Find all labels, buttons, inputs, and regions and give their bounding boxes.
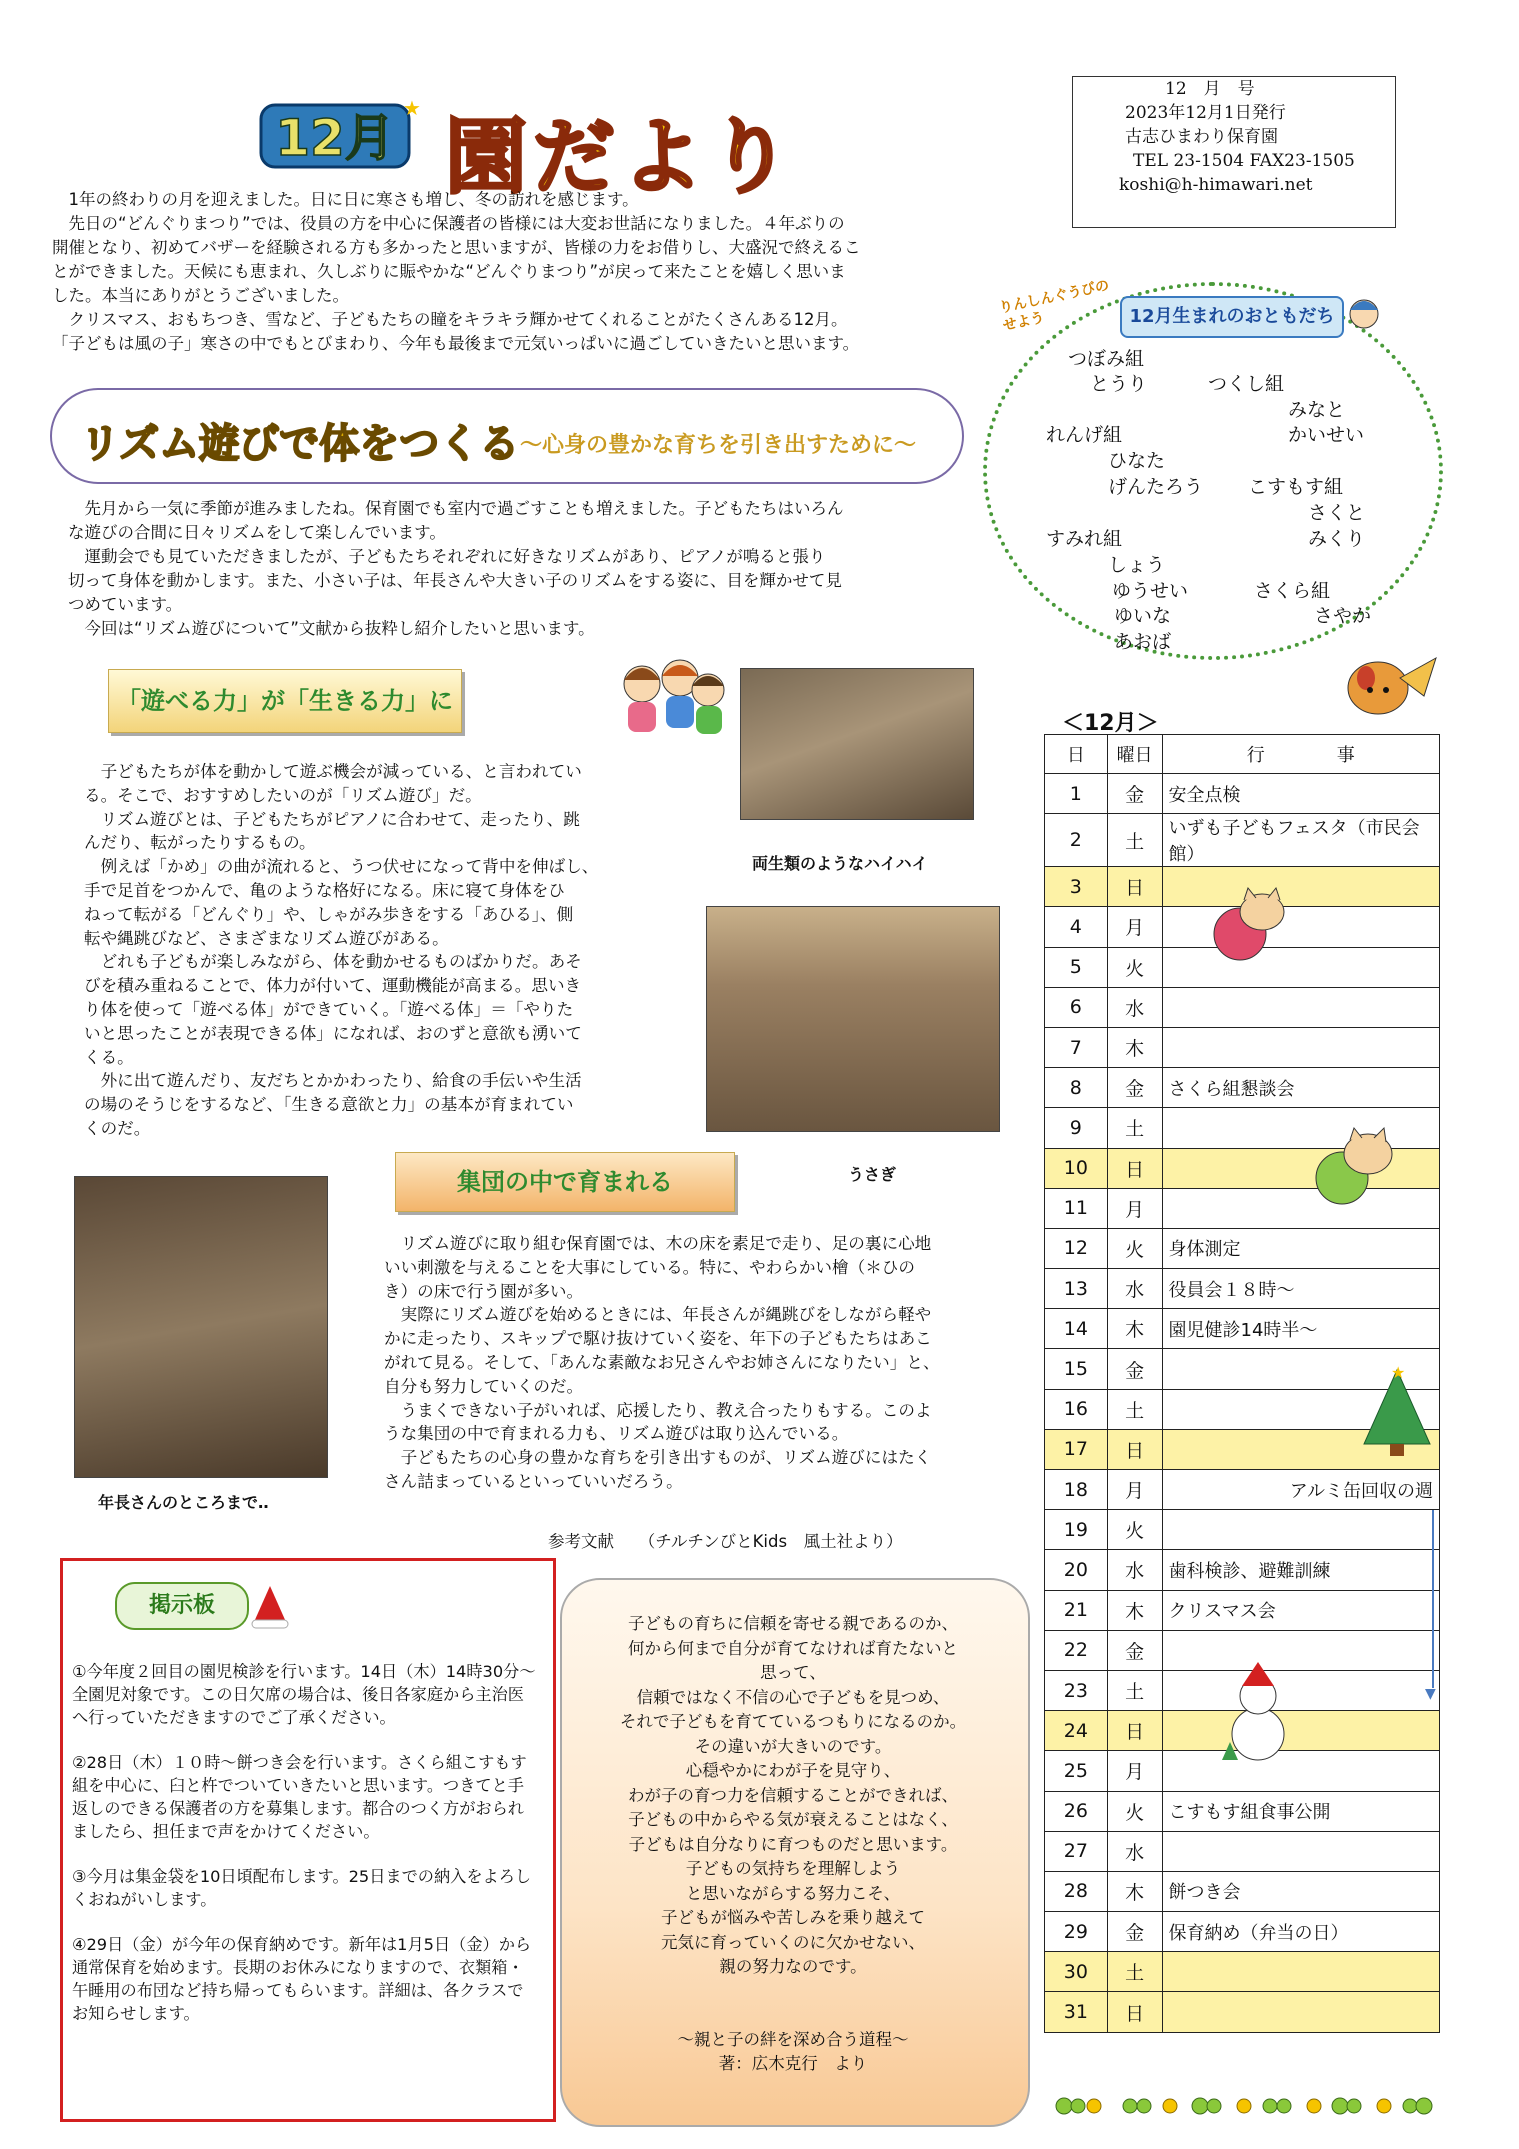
calendar-row	[1045, 1992, 1440, 2032]
calendar-event: 身体測定	[1162, 1228, 1439, 1268]
calendar-day: 10	[1045, 1148, 1108, 1188]
calendar-day: 14	[1045, 1309, 1108, 1349]
birthday-circle	[983, 282, 1443, 660]
calendar-day: 5	[1045, 947, 1108, 987]
quote-line: ～親と子の絆を深め合う道程～	[677, 2029, 909, 2049]
quote-line: 親の努力なのです。	[719, 1957, 867, 1976]
snowman-illustration	[1208, 1660, 1308, 1766]
group-line: かに走ったり、スキップで駆け抜けていく姿を、年下の子どもたちはあこ	[384, 1329, 932, 1349]
calendar-day: 27	[1045, 1831, 1108, 1871]
calendar-row	[1045, 1228, 1440, 1268]
quote-line: 子どもが悩みや苦しみを乗り越えて	[661, 1908, 925, 1927]
birthday-name: つぼみ組	[1068, 348, 1145, 370]
quote-line	[572, 1980, 1014, 2004]
calendar-event: アルミ缶回収の週	[1162, 1470, 1439, 1510]
calendar-day: 31	[1045, 1992, 1108, 2032]
calendar-row	[1045, 1952, 1440, 1992]
issue-info-box	[1072, 76, 1396, 228]
email-address: koshi@h-himawari.net	[1119, 175, 1313, 195]
intro-line: 1年の終わりの月を迎えました。日に日に寒さも増し、冬の訪れを感じます。	[52, 190, 639, 209]
santa-hat-icon	[248, 1582, 292, 1632]
group-growth-text	[384, 1232, 1024, 1494]
group-line: がれて見る。そして、「あんな素敵なお兄さんやお姉さんになりたい」と、	[384, 1352, 940, 1372]
quote-line: わが子の育つ力を信頼することができれば、	[628, 1785, 958, 1805]
birthday-name: みなと	[1288, 399, 1346, 421]
play-line: 外に出て遊んだり、友だちとかかわったり、給食の手伝いや生活	[84, 1071, 582, 1091]
play-line: くのだ。	[84, 1118, 151, 1138]
calendar-event: 園児健診14時半～	[1162, 1309, 1439, 1349]
calendar-day: 11	[1045, 1188, 1108, 1228]
calendar-weekday: 水	[1107, 987, 1162, 1027]
fox-icon	[1340, 648, 1440, 722]
play-line: くる。	[84, 1047, 134, 1067]
photo-older-kids	[74, 1176, 326, 1476]
calendar-weekday: 木	[1107, 1309, 1162, 1349]
calendar-weekday: 金	[1107, 1630, 1162, 1670]
group-line: き）の床で行う園が多い。	[384, 1281, 584, 1301]
play-line: びを積み重ねることで、体力が付いて、運動機能が高まる。思いき	[84, 976, 582, 996]
calendar-weekday: 水	[1107, 1550, 1162, 1590]
calendar-day: 13	[1045, 1269, 1108, 1309]
photo-rabbit-image	[706, 906, 1000, 1132]
quote-line: 信頼ではなく不信の心で子どもを見つめ、	[636, 1687, 950, 1707]
caption-crawling: 両生類のようなハイハイ	[752, 854, 928, 873]
calendar-row	[1045, 1510, 1440, 1550]
play-line: 子どもたちが体を動かして遊ぶ機会が減っている、と言われてい	[84, 762, 582, 781]
calendar-day: 25	[1045, 1751, 1108, 1791]
calendar-weekday: 金	[1107, 774, 1162, 814]
calendar-day: 3	[1045, 867, 1108, 907]
calendar-row	[1045, 987, 1440, 1027]
group-line: 子どもたちの心身の豊かな育ちを引き出すものが、リズム遊びにはたく	[384, 1448, 932, 1468]
calendar-day: 26	[1045, 1791, 1108, 1831]
group-growth-heading: 集団の中で育まれる	[395, 1152, 735, 1212]
calendar-row	[1045, 774, 1440, 814]
play-line: どれも子どもが楽しみながら、体を動かせるものばかりだ。あそ	[84, 952, 582, 972]
calendar-event: さくら組懇談会	[1162, 1068, 1439, 1108]
calendar-event	[1162, 907, 1439, 947]
birthday-name: つくし組	[1208, 373, 1285, 395]
parenting-quote-text	[572, 1612, 1014, 2077]
calendar-event	[1162, 1992, 1439, 2032]
intro-line: 開催となり、初めてバザーを経験される方も多かったと思いますが、皆様の力をお借りし、大盛況で終えるこ	[52, 238, 861, 257]
newsletter-title: 園だより	[445, 109, 798, 205]
calendar-day: 8	[1045, 1068, 1108, 1108]
group-line: 自分も努力していくのだ。	[384, 1376, 584, 1396]
calendar-day: 23	[1045, 1670, 1108, 1710]
school-name: 古志ひまわり保育園	[1125, 127, 1278, 147]
birthday-name: ゆうせい	[1112, 580, 1189, 602]
calendar-header-weekday: 曜日	[1107, 735, 1162, 774]
calendar-day: 17	[1045, 1429, 1108, 1469]
quote-line: 子どもの育ちに信頼を寄せる親であるのか、	[628, 1614, 958, 1633]
calendar-event: 保育納め（弁当の日）	[1162, 1912, 1439, 1952]
lead-line: 切って身体を動かします。また、小さい子は、年長さんや大きい子のリズムをする姿に、目を輝かせて見	[68, 571, 842, 590]
calendar-weekday: 水	[1107, 1269, 1162, 1309]
calendar-weekday: 火	[1107, 1510, 1162, 1550]
calendar-event	[1162, 1952, 1439, 1992]
calendar-row	[1045, 1068, 1440, 1108]
calendar-weekday: 日	[1107, 1429, 1162, 1469]
calendar-weekday: 土	[1107, 1952, 1162, 1992]
calendar-day: 29	[1045, 1912, 1108, 1952]
birthday-name: みくり	[1308, 528, 1366, 550]
calendar-weekday: 木	[1107, 1871, 1162, 1911]
bulletin-item: ①今年度２回目の園児検診を行います。14日（木）14時30分～全園児対象です。この日欠席の場合は、後日各家庭から主治医へ行っていただきますのでご了承ください。	[72, 1662, 536, 1727]
calendar-weekday: 月	[1107, 1188, 1162, 1228]
calendar-day: 16	[1045, 1389, 1108, 1429]
calendar-event	[1162, 867, 1439, 907]
quote-line: 子どもの気持ちを理解しよう	[685, 1859, 901, 1878]
play-line: ねって転がる「どんぐり」や、しゃがみ歩きをする「あひる」、側	[84, 904, 574, 924]
lead-line: 先月から一気に季節が進みましたね。保育園でも室内で過ごすことも増えました。子どもたちはいろん	[68, 499, 844, 518]
calendar-weekday: 土	[1107, 1108, 1162, 1148]
birthday-name: さくと	[1308, 502, 1366, 524]
month-badge-text: 12月	[275, 109, 395, 167]
calendar-weekday: 日	[1107, 1148, 1162, 1188]
quote-line: 何から何まで自分が育てなければ育たないと	[628, 1638, 958, 1658]
birthday-name: ひなた	[1108, 450, 1166, 472]
calendar-row	[1045, 1309, 1440, 1349]
calendar-heading: ＜12月＞	[1062, 711, 1159, 736]
bulletin-item: ④29日（金）が今年の保育納めです。新年は1月5日（金）から通常保育を始めます。長期のお休みになりますので、衣類箱・午睡用の布団など持ち帰ってもらいます。詳細は、各クラスでお知らせします。	[72, 1935, 532, 2023]
play-line: いと思ったことが表現できる体」になれば、おのずと意欲も湧いて	[84, 1023, 582, 1043]
calendar-weekday: 金	[1107, 1912, 1162, 1952]
play-line: り体を使って「遊べる体」ができていく。「遊べる体」＝「やりた	[84, 999, 574, 1019]
calendar-weekday: 木	[1107, 1590, 1162, 1630]
calendar-event: こすもす組食事公開	[1162, 1791, 1439, 1831]
quote-line: と思いながらする努力こそ、	[685, 1883, 901, 1903]
calendar-event	[1162, 947, 1439, 987]
bulletin-item: ②28日（木）１０時～餅つき会を行います。さくら組こすもす組を中心に、臼と杵でついていきたいと思います。つきてと手返しのできる保護者の方を募集します。都合のつく方がおられましたら、担任まで声をかけてください。	[72, 1753, 527, 1841]
calendar-day: 6	[1045, 987, 1108, 1027]
group-line: いい刺激を与えることを大事にしている。特に、やわらかい檜（＊ひの	[384, 1257, 915, 1277]
bulletin-board-text	[72, 1660, 536, 2047]
footer-decoration	[1050, 2090, 1450, 2120]
birthday-name: しょう	[1108, 554, 1166, 576]
caterpillar-border-icon	[1050, 2090, 1450, 2120]
birthday-name: すみれ組	[1046, 528, 1123, 550]
play-power-heading: 「遊べる力」が「生きる力」に	[108, 669, 462, 733]
calendar-weekday: 月	[1107, 907, 1162, 947]
play-power-text	[84, 760, 684, 1141]
lead-line: つめています。	[68, 595, 183, 614]
birthday-name: とうり	[1090, 373, 1148, 395]
calendar-day: 7	[1045, 1027, 1108, 1067]
calendar-event: 歯科検診、避難訓練	[1162, 1550, 1439, 1590]
play-line: リズム遊びとは、子どもたちがピアノに合わせて、走ったり、跳	[84, 809, 580, 829]
star-icon: ★	[403, 96, 421, 120]
calendar-row	[1045, 814, 1440, 867]
cat-with-yarn-illustration	[1206, 884, 1298, 964]
children-icon	[612, 656, 730, 742]
calendar-weekday: 土	[1107, 1670, 1162, 1710]
calendar-day: 2	[1045, 814, 1108, 867]
calendar-row	[1045, 1027, 1440, 1067]
photo-older-kids-image	[74, 1176, 328, 1478]
intro-line: クリスマス、おもちつき、雪など、子どもたちの瞳をキラキラ輝かせてくれることがたくさんある12月。	[52, 310, 848, 329]
rhythm-section-subtitle: ～心身の豊かな育ちを引き出すために～	[520, 433, 917, 458]
play-line: 例えば「かめ」の曲が流れると、うつ伏せになって背中を伸ばし、	[84, 857, 599, 877]
calendar-day: 21	[1045, 1590, 1108, 1630]
intro-line: した。本当にありがとうございました。	[52, 286, 349, 305]
calendar-weekday: 金	[1107, 1349, 1162, 1389]
calendar-day: 4	[1045, 907, 1108, 947]
quote-line: 思って、	[760, 1663, 826, 1682]
calendar-row	[1045, 1550, 1440, 1590]
calendar-event: 餅つき会	[1162, 1871, 1439, 1911]
calendar-event	[1162, 987, 1439, 1027]
birthday-banner: 12月生まれのおともだち	[1120, 296, 1344, 338]
aluminum-week-arrow-line	[1432, 1510, 1434, 1688]
quote-line	[572, 2004, 1014, 2028]
month-badge-graphic	[255, 95, 421, 175]
month-badge	[255, 95, 421, 175]
christmas-tree-illustration	[1356, 1364, 1438, 1460]
calendar-day: 24	[1045, 1711, 1108, 1751]
calendar-weekday: 月	[1107, 1751, 1162, 1791]
group-line: 実際にリズム遊びを始めるときには、年長さんが縄跳びをしながら軽や	[384, 1305, 932, 1325]
group-line: さん詰まっているといっていいだろう。	[384, 1471, 683, 1491]
birthday-name: れんげ組	[1046, 424, 1123, 446]
play-line: 手で足首をつかんで、亀のような格好になる。床に寝て身体をひ	[84, 880, 565, 900]
quote-line: 著：広木克行 より	[718, 2054, 868, 2073]
calendar-header-row	[1045, 735, 1440, 774]
calendar-day: 9	[1045, 1108, 1108, 1148]
play-line: の場のそうじをするなど、「生きる意欲と力」の基本が育まれてい	[84, 1095, 574, 1115]
play-line: る。そこで、おすすめしたいのが「リズム遊び」だ。	[84, 785, 482, 805]
calendar-weekday: 月	[1107, 1470, 1162, 1510]
calendar-event	[1162, 1027, 1439, 1067]
calendar-day: 19	[1045, 1510, 1108, 1550]
quote-line: 子どもは自分なりに育つものだと思います。	[628, 1834, 958, 1854]
rhythm-lead-text	[68, 497, 978, 641]
calendar-header-event: 行 事	[1162, 735, 1439, 774]
cat-yarn-icon	[1206, 884, 1298, 964]
quote-line: それで子どもを育てているつもりになるのか。	[619, 1712, 967, 1731]
group-line: うまくできない子がいれば、応援したり、教え合ったりもする。このよ	[384, 1400, 932, 1420]
calendar-weekday: 火	[1107, 1228, 1162, 1268]
calendar-weekday: 木	[1107, 1027, 1162, 1067]
calendar-day: 22	[1045, 1630, 1108, 1670]
intro-line: 「子どもは風の子」寒さの中でもとびまわり、今年も最後まで元気いっぱいに過ごしていきたいと思います。	[52, 334, 860, 353]
intro-text	[52, 188, 992, 356]
calendar-day: 28	[1045, 1871, 1108, 1911]
intro-line: とができました。天候にも恵まれ、久しぶりに賑やかな“どんぐりまつり”が戻って来たことを嬉しく思いま	[52, 262, 846, 281]
calendar-row	[1045, 1470, 1440, 1510]
calendar-event: クリスマス会	[1162, 1590, 1439, 1630]
calendar-weekday: 火	[1107, 1791, 1162, 1831]
calendar-weekday: 土	[1107, 1389, 1162, 1429]
svg-text:★: ★	[1391, 1363, 1406, 1382]
quote-line: 心穏やかにわが子を見守り、	[685, 1761, 901, 1780]
birthday-name: げんたろう	[1108, 476, 1204, 498]
birthday-name: あおば	[1114, 631, 1172, 653]
quote-line: その違いが大きいのです。	[694, 1736, 892, 1756]
calendar-weekday: 日	[1107, 1711, 1162, 1751]
christmas-tree-icon	[1356, 1364, 1438, 1460]
bulletin-board-heading: 掲示板	[115, 1582, 249, 1630]
reference-note: 参考文献 （チルチンびとKids 風土社より）	[548, 1532, 903, 1551]
play-line: 転や縄跳びなど、さまざまなリズム遊びがある。	[84, 928, 449, 948]
birthday-name: こすもす組	[1248, 476, 1344, 498]
group-line: うな集団の中で育まれる力も、リズム遊びは取り込んでいる。	[384, 1424, 849, 1444]
calendar-row	[1045, 1791, 1440, 1831]
caption-rabbit: うさぎ	[848, 1165, 897, 1184]
lead-line: 今回は“リズム遊びについて”文献から抜粋し紹介したいと思います。	[68, 619, 595, 638]
calendar-row	[1045, 1269, 1440, 1309]
arrow-down-icon: ▼	[1425, 1686, 1436, 1702]
birthday-side-label: りんしんぐうびのせよう	[997, 277, 1111, 335]
fox-illustration	[1340, 648, 1440, 722]
play-line: んだり、転がったりするもの。	[84, 833, 316, 853]
calendar-event: いずも子どもフェスタ（市民会館）	[1162, 814, 1439, 867]
calendar-header-day: 日	[1045, 735, 1108, 774]
calendar-weekday: 日	[1107, 867, 1162, 907]
issue-label: 12 月 号	[1165, 79, 1255, 99]
calendar-row	[1045, 1871, 1440, 1911]
birthday-name: ゆいな	[1114, 605, 1172, 627]
children-illustration	[612, 656, 730, 742]
calendar-day: 1	[1045, 774, 1108, 814]
child-face-icon	[1344, 292, 1384, 332]
calendar-day: 20	[1045, 1550, 1108, 1590]
calendar-row	[1045, 1590, 1440, 1630]
rhythm-section-title: リズム遊びで体をつくる	[80, 421, 520, 467]
calendar-row	[1045, 1831, 1440, 1871]
issue-date: 2023年12月1日発行	[1125, 103, 1286, 123]
photo-crawling	[740, 668, 972, 818]
snowman-icon	[1208, 1660, 1308, 1766]
calendar-event: 安全点検	[1162, 774, 1439, 814]
caption-older-kids: 年長さんのところまで‥	[98, 1493, 269, 1512]
calendar-event: 役員会１８時～	[1162, 1269, 1439, 1309]
calendar-event	[1162, 1510, 1439, 1550]
lead-line: 運動会でも見ていただきましたが、子どもたちそれぞれに好きなリズムがあり、ピアノが鳴ると張り	[68, 547, 826, 566]
calendar-weekday: 土	[1107, 814, 1162, 867]
birthday-name: かいせい	[1288, 424, 1365, 446]
calendar-row	[1045, 1912, 1440, 1952]
calendar-day: 30	[1045, 1952, 1108, 1992]
lead-line: な遊びの合間に日々リズムをして楽しんでいます。	[68, 523, 446, 542]
birthday-name: さくら組	[1254, 580, 1331, 602]
bulletin-item: ③今月は集金袋を10日頃配布します。25日までの納入をよろしくおねがいします。	[72, 1867, 532, 1909]
calendar-weekday: 金	[1107, 1068, 1162, 1108]
intro-line: 先日の“どんぐりまつり”では、役員の方を中心に保護者の皆様には大変お世話になりました。４年ぶりの	[52, 214, 845, 233]
group-line: リズム遊びに取り組む保育園では、木の床を素足で走り、足の裏に心地	[384, 1234, 932, 1253]
quote-line: 子どもの中からやる気が衰えることはなく、	[628, 1810, 958, 1829]
cat-with-green-yarn-illustration	[1306, 1126, 1406, 1208]
calendar-weekday: 日	[1107, 1992, 1162, 2032]
photo-rabbit	[706, 906, 998, 1130]
cat-green-yarn-icon	[1306, 1126, 1406, 1208]
calendar-day: 15	[1045, 1349, 1108, 1389]
photo-crawling-image	[740, 668, 974, 820]
calendar-weekday: 火	[1107, 947, 1162, 987]
calendar-weekday: 水	[1107, 1831, 1162, 1871]
birthday-name: さやか	[1314, 605, 1372, 627]
quote-line: 元気に育っていくのに欠かせない、	[661, 1932, 925, 1952]
phone-fax: TEL 23-1504 FAX23-1505	[1133, 151, 1355, 171]
calendar-day: 18	[1045, 1470, 1108, 1510]
calendar-event	[1162, 1831, 1439, 1871]
calendar-day: 12	[1045, 1228, 1108, 1268]
